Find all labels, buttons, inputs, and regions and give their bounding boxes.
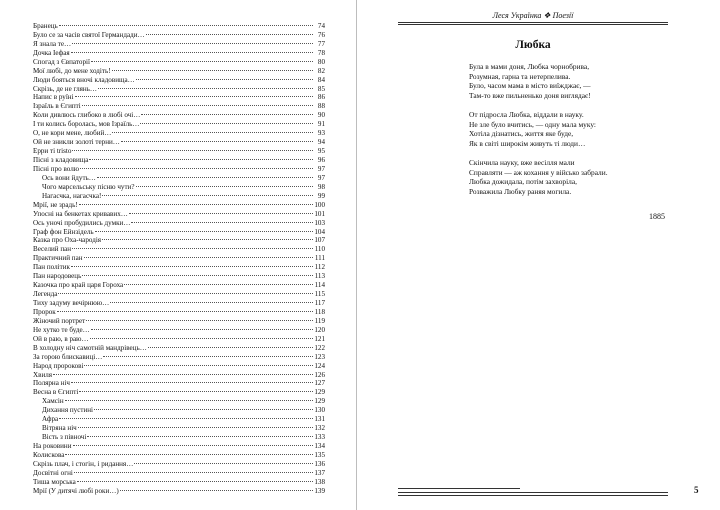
toc-dot-leader: [98, 82, 313, 91]
toc-entry-page: 118: [314, 307, 325, 316]
toc-entry-page: 134: [314, 442, 325, 450]
toc-dot-leader: [86, 314, 313, 323]
toc-entry-page: 121: [314, 334, 325, 343]
toc-entry-page: 107: [314, 236, 325, 245]
toc-entry-title: Пісні з кладовища: [33, 156, 89, 164]
toc-entry-page: 139: [314, 486, 325, 495]
toc-entry-title: На роковини: [33, 442, 72, 450]
poem-body: [469, 62, 699, 206]
footer-rule: [398, 492, 668, 493]
toc-entry-page: 76: [317, 30, 325, 39]
running-head: [398, 10, 668, 22]
toc-entry-title: Казка про Оха-чародія: [33, 236, 102, 245]
toc-dot-leader: [91, 55, 313, 64]
toc-entry-title: Мої любі, до мене ходіть!: [33, 66, 111, 75]
toc-entry-title: В холодну ніч самотній мандрівець…: [33, 343, 147, 352]
poem-line: От підросла Любка, віддали в науку.: [469, 109, 584, 119]
toc-dot-leader: [82, 99, 313, 108]
toc-entry-page: 112: [314, 263, 325, 272]
toc-entry-page: 99: [317, 191, 325, 200]
toc-entry-title: Скрізь, де не глянь…: [33, 84, 98, 93]
toc-dot-leader: [59, 412, 313, 421]
toc-entry-title: Вість з півночі: [42, 433, 87, 442]
toc-subentry: [33, 403, 325, 415]
toc-entry-title: Досвітні огні: [33, 468, 73, 477]
toc-entry-title: Жіночий портрет: [33, 316, 86, 325]
toc-entry-page: 90: [317, 111, 325, 120]
toc-entry-title: Народ пророкові: [33, 361, 84, 370]
toc-subentry: [33, 394, 325, 406]
toc-entry-page: 101: [314, 209, 325, 218]
toc-dot-leader: [91, 323, 313, 332]
toc-entry-page: 122: [314, 343, 325, 352]
toc-entry-title: Люди бояться вночі кладовища…: [33, 75, 135, 84]
toc-entry-title: Дочка Іефая: [33, 48, 70, 57]
toc-dot-leader: [59, 19, 313, 28]
toc-entry-page: 114: [314, 281, 325, 290]
toc-entry-page: 120: [314, 325, 325, 334]
toc-entry: [33, 466, 325, 475]
toc-dot-leader: [72, 144, 313, 153]
toc-entry-title: Ой в раю, в раю…: [33, 334, 89, 343]
toc-dot-leader: [82, 269, 313, 278]
toc-dot-leader: [103, 350, 313, 359]
toc-entry: [33, 377, 325, 386]
toc-entry-title: І ти колись боролась, мов Ізраїль…: [33, 120, 140, 129]
toc-entry-title: Практичний пан: [33, 254, 83, 263]
running-head-text: Леся Українка ❖ Поезії: [492, 11, 574, 20]
poem-line: Як в світі широкім живуть ті люди…: [469, 138, 586, 148]
toc-dot-leader: [134, 457, 313, 466]
toc-entry-title: Ось вони йдуть…: [42, 173, 96, 182]
toc-entry-title: Скрізь плач, і стогін, і ридання…: [33, 459, 134, 468]
toc-entry-page: 91: [317, 120, 325, 129]
toc-entry: [33, 28, 325, 37]
toc-dot-leader: [136, 73, 313, 82]
toc-entry: [33, 457, 325, 466]
toc-entry-page: 110: [314, 245, 325, 254]
toc-dot-leader: [80, 162, 313, 171]
toc-entry-title: Було се за часів святої Германдади…: [33, 30, 145, 39]
toc-entry-title: Коли дивлюсь глибоко в любі очі…: [33, 111, 141, 120]
page-gutter: [356, 0, 357, 510]
toc-dot-leader: [87, 430, 313, 439]
poem-line: Там-то вже пильненько доня виглядає!: [469, 90, 591, 100]
toc-dot-leader: [95, 225, 313, 234]
toc-entry: [33, 99, 325, 111]
toc-entry-title: Ось уночі пробудились думки…: [33, 218, 131, 227]
toc-entry-page: 127: [314, 379, 325, 388]
toc-entry-page: 82: [317, 66, 325, 75]
toc-entry: [33, 305, 325, 314]
toc-dot-leader: [71, 260, 313, 269]
toc-entry: [33, 269, 325, 281]
toc-dot-leader: [148, 341, 313, 350]
toc-entry-page: 136: [314, 459, 325, 468]
toc-entry-page: 96: [317, 156, 325, 164]
toc-entry-page: 132: [314, 424, 325, 433]
toc-entry: [33, 314, 325, 323]
toc-dot-leader: [112, 64, 313, 73]
toc-dot-leader: [141, 108, 313, 117]
toc-entry-page: 98: [317, 182, 325, 191]
toc-dot-leader: [102, 234, 313, 243]
toc-entry-title: Хвиля: [33, 370, 53, 379]
poem-stanza: [469, 110, 699, 148]
toc-dot-leader: [97, 171, 313, 180]
toc-entry-page: 94: [317, 138, 325, 147]
toc-entry-page: 74: [317, 21, 325, 30]
toc-entry: [33, 296, 325, 305]
header-rule: [398, 22, 668, 23]
toc-dot-leader: [57, 305, 313, 314]
toc-entry-page: 115: [314, 290, 325, 299]
toc-entry-page: 78: [317, 48, 325, 57]
toc-entry-title: Я знала те…: [33, 39, 72, 48]
toc-entry-page: 95: [317, 147, 325, 156]
toc-entry-page: 113: [314, 272, 325, 281]
toc-dot-leader: [78, 421, 313, 430]
toc-entry-title: Нагасчка, нагасчка!: [42, 191, 102, 200]
poem-line: Скінчила науку, вже весілля мали: [469, 157, 575, 167]
toc-entry: [33, 46, 325, 55]
toc-dot-leader: [74, 466, 313, 475]
poem-stanza: [469, 62, 699, 100]
toc-entry-title: Казочка про край царя Гороха: [33, 281, 124, 290]
toc-entry-page: 119: [314, 316, 325, 325]
toc-entry: [33, 37, 325, 46]
toc-entry-title: Ерри ті tristo: [33, 147, 72, 156]
toc-entry: [33, 55, 325, 64]
toc-dot-leader: [146, 28, 313, 37]
toc-entry-page: 124: [314, 361, 325, 370]
toc-entry: [33, 144, 325, 156]
toc-dot-leader: [94, 403, 313, 412]
toc-entry-title: Афра: [42, 415, 59, 424]
toc-dot-leader: [84, 359, 313, 368]
poem-line: Розумная, гарна та нетерпелива.: [469, 71, 571, 81]
toc-dot-leader: [84, 251, 313, 260]
toc-entry-title: Тиша морська: [33, 477, 76, 486]
toc-entry: [33, 439, 325, 448]
toc-entry-title: Пророк: [33, 307, 56, 316]
toc-entry-title: Ой не зникли золоті терни…: [33, 138, 120, 147]
toc-dot-leader: [53, 368, 313, 377]
toc-entry-page: 111: [314, 254, 325, 263]
toc-entry: [33, 287, 325, 299]
toc-dot-leader: [79, 198, 313, 207]
toc-subentry: [33, 421, 325, 433]
poem-line: Була в мами доня, Любка чорнобрива,: [469, 62, 590, 71]
toc-entry-title: О, не кори мене, любий…: [33, 129, 112, 138]
toc-entry-title: Граф фон Ейнзідель: [33, 227, 94, 236]
toc-entry-title: Весна в Єгипті: [33, 388, 79, 397]
toc-entry-page: 117: [314, 299, 325, 307]
toc-dot-leader: [124, 278, 313, 287]
toc-entry-title: Бранець: [33, 21, 58, 30]
toc-entry-title: Чого марсельську пісню чути?: [42, 182, 135, 191]
toc-entry-title: Мрії, не зрадь!: [33, 200, 78, 209]
toc-entry-page: 80: [317, 57, 325, 66]
toc-entry-page: 133: [314, 433, 325, 442]
toc-entry: [33, 19, 325, 28]
page-number: 5: [694, 485, 699, 495]
toc-dot-leader: [121, 135, 313, 144]
toc-dot-leader: [102, 189, 313, 198]
toc-dot-leader: [120, 484, 313, 493]
toc-entry: [33, 475, 325, 484]
poem-line: Хотіла дізнатись, життя яке буде,: [469, 129, 574, 139]
poem-line: Любка дожидала, потім захворіла,: [469, 177, 577, 187]
toc-entry-title: Пісні про волю: [33, 164, 80, 173]
toc-entry: [33, 385, 325, 397]
toc-dot-leader: [79, 385, 313, 394]
toc-entry-page: 88: [317, 102, 325, 111]
toc-dot-leader: [112, 126, 313, 135]
toc-entry-page: 123: [314, 352, 325, 361]
toc-entry-title: Спогад з Євпаторії: [33, 57, 90, 66]
toc-entry-page: 84: [317, 75, 325, 84]
poem-line: Було, часом мама в місто виїжджає, —: [469, 81, 591, 91]
toc-entry-page: 97: [317, 173, 325, 182]
footer-rule: [398, 488, 520, 489]
table-of-contents: [33, 19, 325, 493]
toc-entry-title: Пан політик: [33, 263, 70, 272]
toc-dot-leader: [75, 91, 313, 100]
toc-entry-title: Полярна ніч: [33, 379, 70, 388]
toc-entry-title: Мрії (У дитячі любі роки…): [33, 486, 119, 495]
toc-dot-leader: [73, 439, 313, 448]
toc-entry-title: Колискова: [33, 450, 65, 459]
toc-dot-leader: [72, 242, 313, 251]
toc-entry-page: 77: [317, 39, 325, 48]
toc-dot-leader: [89, 153, 313, 162]
toc-entry-page: 86: [317, 93, 325, 102]
toc-entry-page: 93: [317, 129, 325, 138]
toc-entry: [33, 368, 325, 377]
toc-entry: [33, 153, 325, 162]
toc-entry-page: 138: [314, 477, 325, 486]
toc-dot-leader: [65, 394, 313, 403]
poem-line: Розважила Любку раняя могила.: [469, 186, 572, 196]
toc-dot-leader: [71, 46, 313, 55]
toc-dot-leader: [131, 216, 313, 225]
toc-entry-title: Хамсін: [42, 397, 64, 406]
toc-entry-title: Легенда: [33, 290, 58, 299]
poem-stanza: [469, 158, 699, 196]
toc-dot-leader: [129, 207, 313, 216]
toc-entry-title: Не хутко те буде…: [33, 325, 90, 334]
toc-entry-page: 126: [314, 370, 325, 379]
toc-entry: [33, 484, 325, 493]
toc-subentry: [33, 412, 325, 424]
toc-entry-page: 131: [314, 415, 325, 424]
toc-entry: [33, 448, 325, 457]
footer-rule: [398, 495, 668, 496]
poem-line: Не зле було вчитись, — одну мала муку:: [469, 119, 596, 129]
toc-entry: [33, 91, 325, 100]
toc-entry-page: 103: [314, 218, 325, 227]
toc-entry: [33, 242, 325, 254]
toc-entry-title: Ізраїль в Єгипті: [33, 102, 81, 111]
toc-dot-leader: [65, 448, 313, 457]
toc-entry-title: Пан народовець: [33, 272, 82, 281]
toc-dot-leader: [90, 332, 313, 341]
toc-entry-title: Дихання пустині: [42, 406, 94, 415]
toc-dot-leader: [72, 37, 313, 46]
toc-entry-title: Тиху задуму вечірнюю…: [33, 299, 110, 307]
toc-dot-leader: [77, 475, 313, 484]
toc-dot-leader: [136, 180, 314, 189]
toc-dot-leader: [71, 377, 313, 386]
toc-entry-title: Напис в руїні: [33, 93, 74, 102]
toc-entry-page: 104: [314, 227, 325, 236]
toc-entry: [33, 251, 325, 263]
toc-dot-leader: [110, 296, 313, 305]
toc-entry-title: Вітряна ніч: [42, 424, 77, 433]
toc-entry-page: 135: [314, 450, 325, 459]
toc-entry-page: 129: [314, 388, 325, 397]
toc-entry-title: Веселий пан: [33, 245, 72, 254]
toc-dot-leader: [140, 117, 313, 126]
toc-entry-page: 129: [314, 397, 325, 406]
poem-title: Любка: [515, 39, 551, 51]
header-rule: [398, 24, 668, 25]
toc-entry-page: 100: [314, 200, 325, 209]
toc-entry-page: 97: [317, 164, 325, 173]
toc-entry-page: 85: [317, 84, 325, 93]
toc-dot-leader: [58, 287, 313, 296]
toc-entry: [33, 260, 325, 272]
poem-line: Справляти — аж кохання у військо забрали.: [469, 167, 608, 177]
poem-year: 1885: [649, 212, 665, 221]
toc-entry-page: 130: [314, 406, 325, 415]
toc-entry-title: За горою блискавиці…: [33, 352, 103, 361]
toc-entry-page: 137: [314, 468, 325, 477]
toc-entry-title: Упосні на бенкетах кривавих…: [33, 209, 128, 218]
